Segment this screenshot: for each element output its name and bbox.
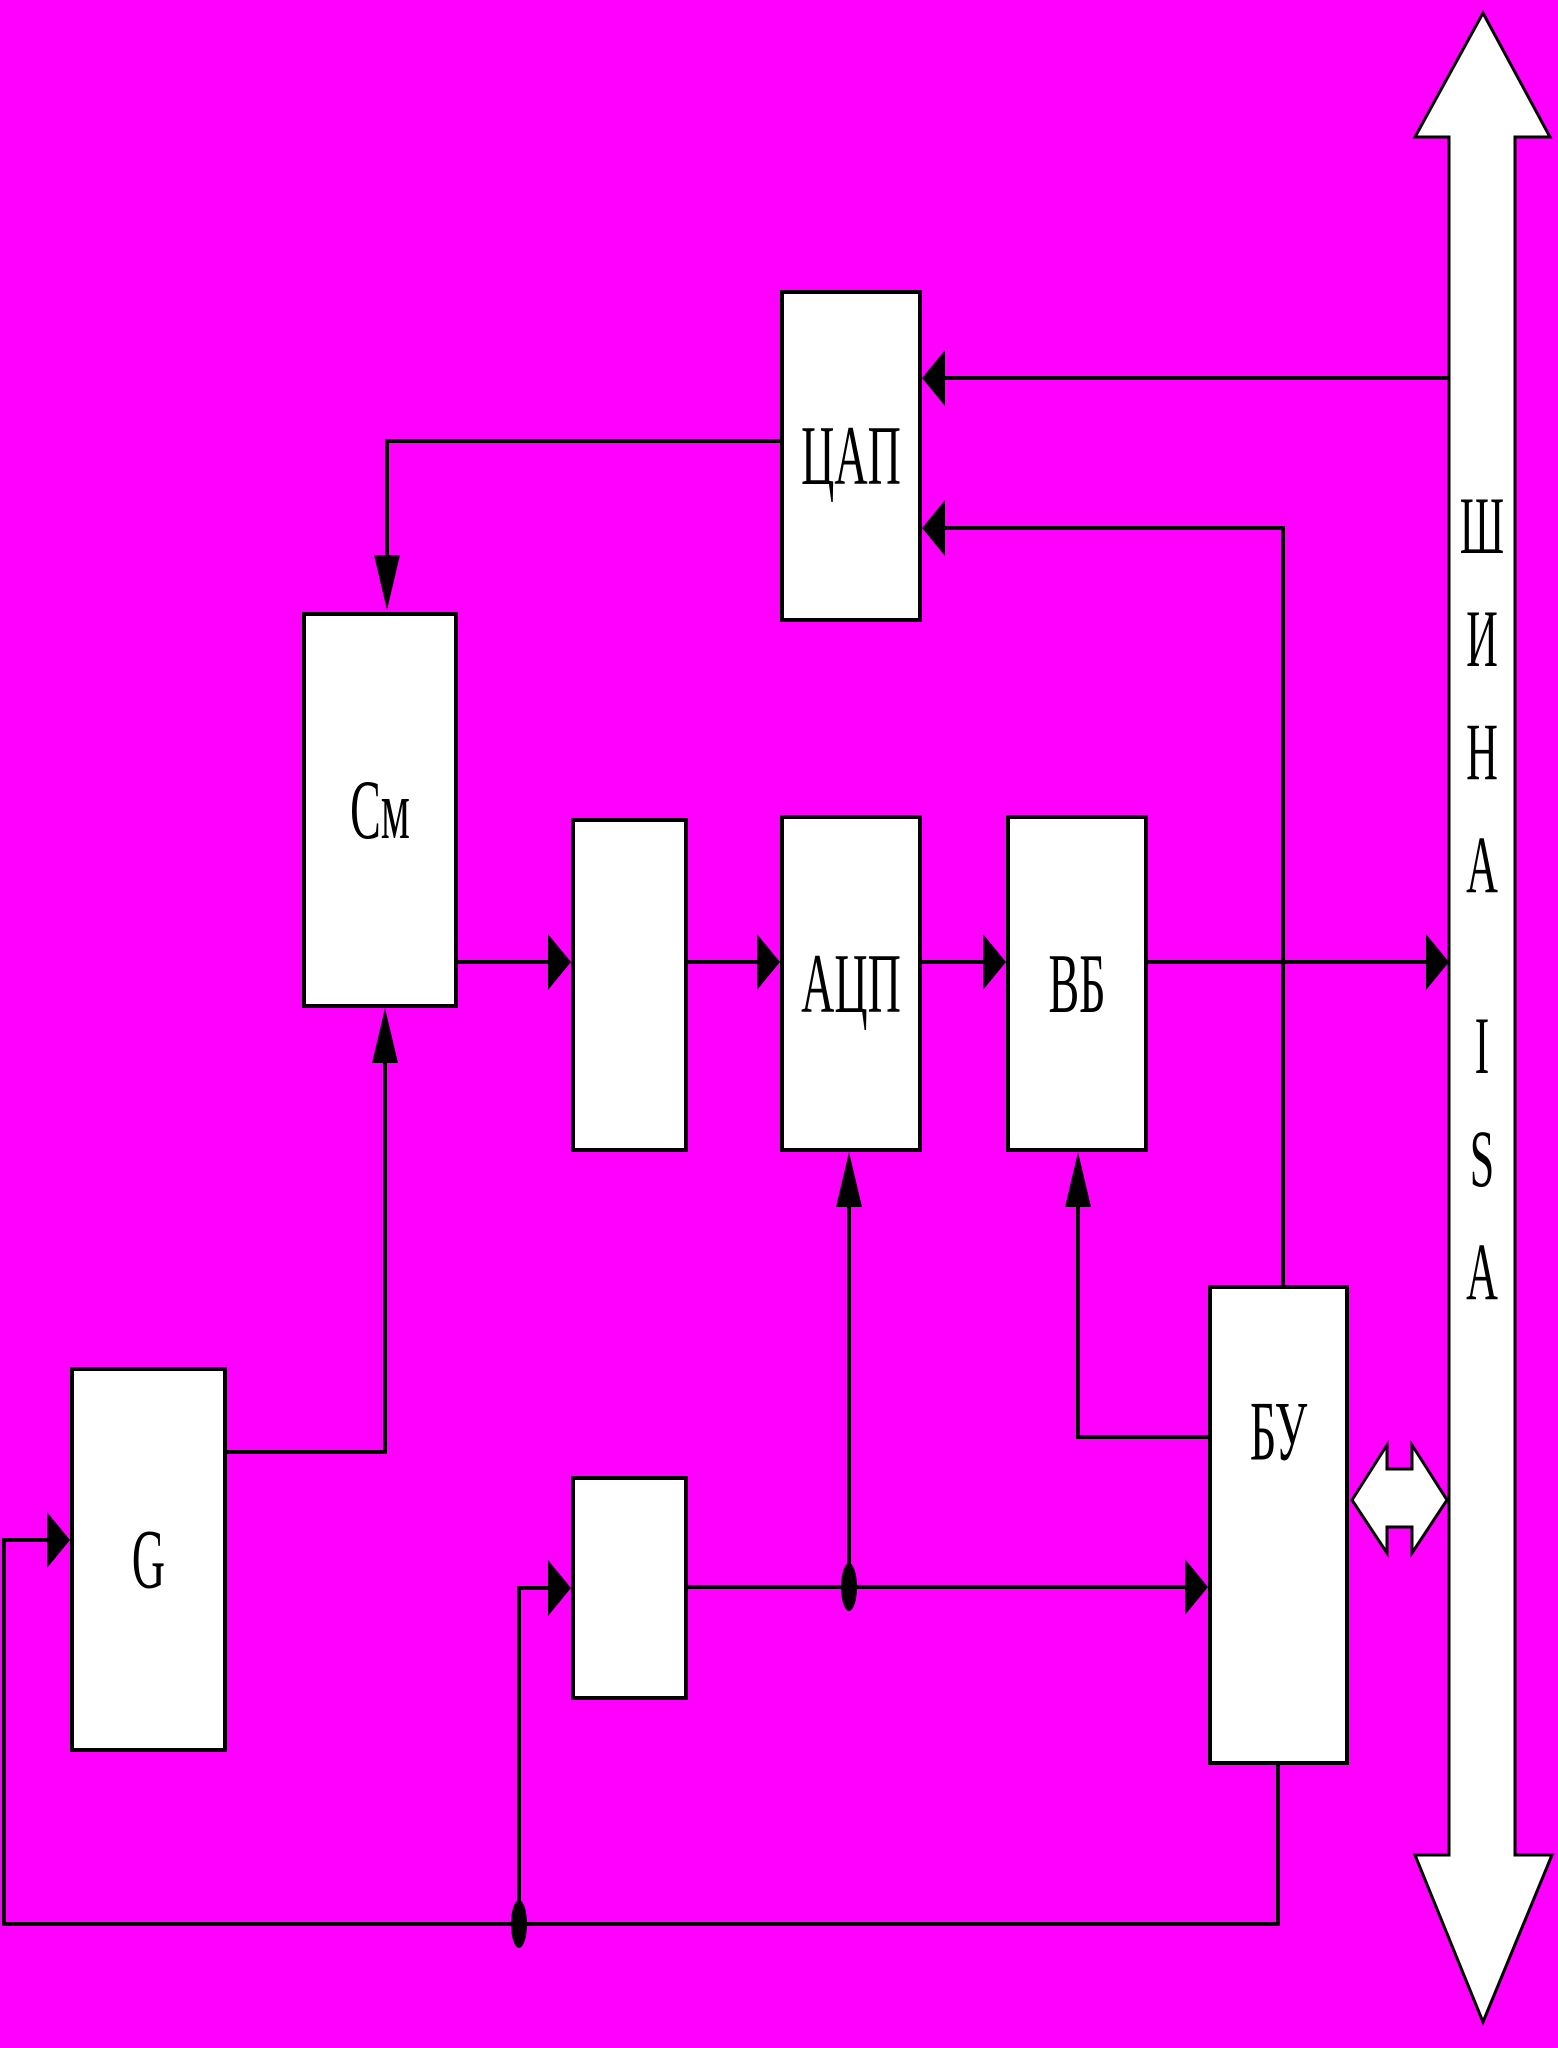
dac-label: ЦАП [801, 407, 901, 503]
arrowhead-into-amplifier [548, 934, 571, 990]
generator-label: G [131, 1511, 166, 1606]
mixer-block [302, 612, 458, 1008]
control-unit-block [1208, 1285, 1349, 1765]
control-bus-double-arrow-icon [1352, 1445, 1447, 1553]
dac-block [780, 290, 922, 622]
output-block [1006, 815, 1148, 1152]
line-feedback-branch-to-shaper [519, 1588, 550, 1924]
arrowhead-into-dac-lower [922, 500, 945, 556]
bus-letter-i: И [1466, 593, 1498, 685]
adc-label: АЦП [801, 935, 901, 1030]
amplifier-block [571, 818, 688, 1152]
arrowhead-into-generator [47, 1512, 70, 1568]
line-generator-to-mixer [227, 1035, 385, 1452]
arrowhead-into-bus [1426, 934, 1449, 990]
output-block-label: ВБ [1048, 935, 1106, 1030]
bus-letter-a: А [1466, 819, 1498, 911]
arrowhead-into-output-block [983, 934, 1006, 990]
junction-dot-shaper-line [841, 1563, 857, 1611]
arrowhead-into-adc [757, 934, 780, 990]
generator-block [70, 1367, 227, 1752]
bus-letter-sh: Ш [1459, 480, 1505, 572]
shaper-block [571, 1476, 688, 1700]
line-control-to-output-block [1078, 1180, 1208, 1437]
bus-letter-lat-i: I [1474, 1000, 1490, 1092]
line-dac-to-mixer [387, 441, 780, 585]
junction-dot-feedback [511, 1900, 527, 1948]
arrowhead-into-mixer-bottom [372, 1008, 398, 1063]
mixer-label: См [350, 761, 410, 857]
arrowhead-into-shaper [548, 1560, 571, 1616]
arrowhead-into-control [1185, 1559, 1208, 1615]
control-unit-label: БУ [1249, 1383, 1308, 1479]
adc-block [780, 815, 922, 1152]
arrowhead-into-dac-upper [922, 350, 945, 406]
arrowhead-into-mixer-top [374, 555, 400, 610]
arrowhead-into-output-block-bottom [1065, 1152, 1091, 1207]
bus-letter-lat-a: A [1466, 1226, 1498, 1318]
bus-letter-n: Н [1466, 706, 1498, 798]
arrowhead-into-adc-bottom [836, 1152, 862, 1207]
bus-letter-lat-s: S [1469, 1113, 1495, 1205]
